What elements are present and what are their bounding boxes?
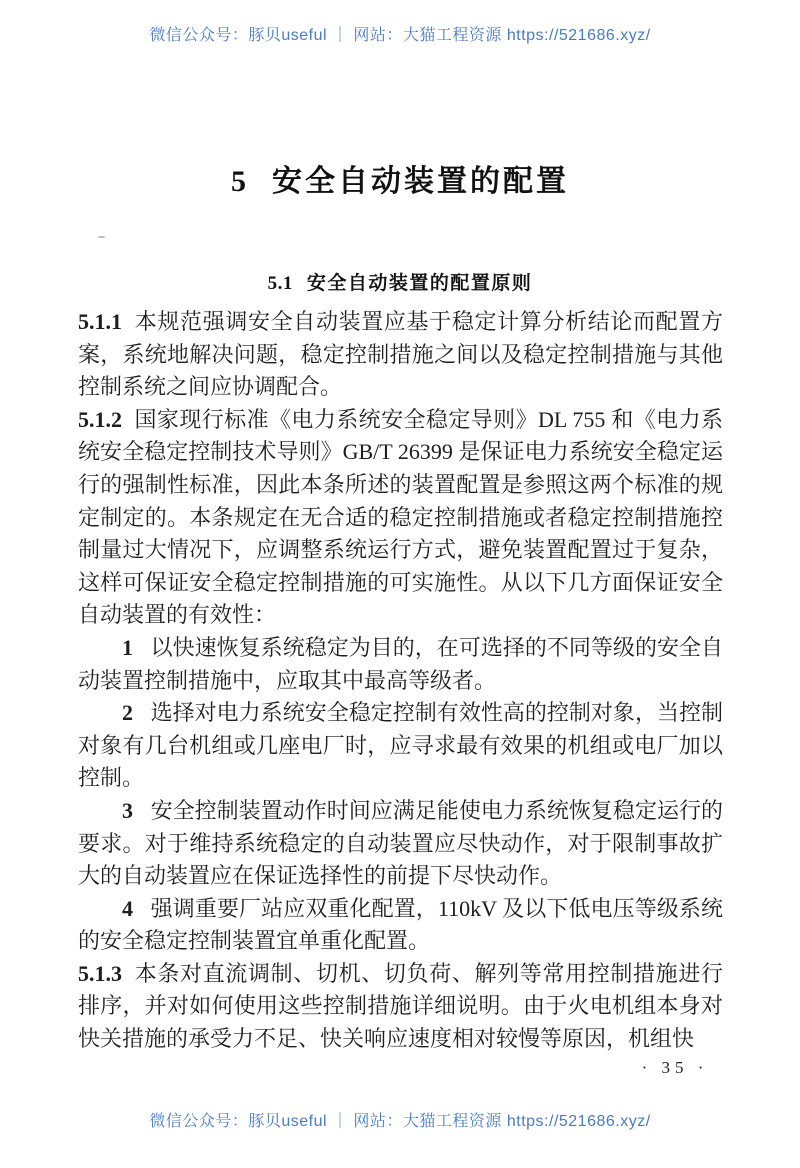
section-title-text: 安全自动装置的配置原则 — [306, 273, 533, 294]
clause-text-5-1-2: 国家现行标准《电力系统安全稳定导则》DL 755 和《电力系统安全稳定控制技术导则》GB/T 26399 是保证电力系统安全稳定运行的强制性标准，因此本条所述的装置配置是参照这两个标准的规定制定的。本条规定在无合适的稳定控制措施或者稳定控制措施控制量过大情况下，应调整系统运行方式，避免装置配置过于复杂，这样可保证安全稳定控制措施的可实施性。从以下几方面保证安全自动装置的有效性： — [78, 406, 723, 628]
scan-artifact-dot — [98, 236, 105, 238]
chapter-title — [0, 156, 800, 200]
item-number-4: 4 — [122, 895, 133, 921]
item-number-3: 3 — [122, 797, 133, 823]
clause-number-5-1-1: 5.1.1 — [78, 309, 122, 334]
item-text-2: 选择对电力系统安全稳定控制有效性高的控制对象，当控制对象有几台机组或几座电厂时，应寻求最有效果的机组或电厂加以控制。 — [78, 700, 723, 791]
paragraph-5-1-2 — [78, 404, 723, 632]
item-number-2: 2 — [122, 700, 133, 726]
page-number: · 35 · — [641, 1058, 709, 1077]
item-text-1: 以快速恢复系统稳定为目的，在可选择的不同等级的安全自动装置控制措施中，应取其中最高等级者。 — [78, 634, 723, 693]
item-text-3: 安全控制装置动作时间应满足能使电力系统恢复稳定运行的要求。对于维持系统稳定的自动装置应尽快动作，对于限制事故扩大的自动装置应在保证选择性的前提下尽快动作。 — [78, 797, 723, 889]
list-item-2 — [78, 697, 723, 795]
chapter-number: 5 — [231, 165, 246, 198]
section-number: 5.1 — [267, 273, 293, 294]
footer-watermark: 微信公众号：豚贝useful ｜ 网站：大猫工程资源 https://521686.xyz/ — [149, 1113, 651, 1130]
paragraph-5-1-1 — [78, 306, 723, 404]
section-heading — [0, 268, 800, 295]
list-item-1 — [78, 632, 723, 697]
body-text — [78, 306, 723, 1056]
clause-number-5-1-2: 5.1.2 — [78, 406, 122, 432]
list-item-3 — [78, 795, 723, 893]
header-watermark: 微信公众号：豚贝useful ｜ 网站：大猫工程资源 https://521686.xyz/ — [149, 27, 651, 44]
clause-text-5-1-3: 本条对直流调制、切机、切负荷、解列等常用控制措施进行排序，并对如何使用这些控制措施详细说明。由于火电机组本身对快关措施的承受力不足、快关响应速度相对较慢等原因，机组快 — [78, 960, 723, 1052]
item-text-4: 强调重要厂站应双重化配置，110kV 及以下低电压等级系统的安全稳定控制装置宜单重化配置。 — [78, 895, 723, 954]
chapter-title-text: 安全自动装置的配置 — [272, 165, 569, 198]
paragraph-5-1-3 — [78, 958, 723, 1056]
list-item-4 — [78, 893, 723, 958]
clause-text-5-1-1: 本规范强调安全自动装置应基于稳定计算分析结论而配置方案，系统地解决问题，稳定控制措施之间以及稳定控制措施与其他控制系统之间应协调配合。 — [78, 309, 723, 400]
clause-number-5-1-3: 5.1.3 — [78, 960, 122, 986]
item-number-1: 1 — [122, 634, 133, 660]
